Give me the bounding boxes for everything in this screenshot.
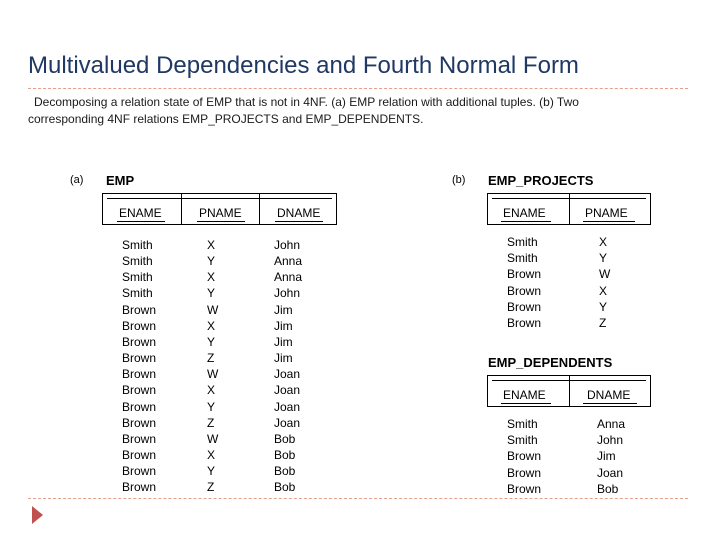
title-divider: [28, 88, 688, 89]
emp-dependents-cell: John: [597, 433, 624, 448]
emp-cell: Joan: [274, 399, 301, 414]
emp-cell: Bob: [274, 480, 296, 495]
emp-cell: John: [274, 238, 301, 252]
emp-cell: Joan: [274, 415, 301, 430]
emp-projects-cell: X: [599, 235, 608, 249]
emp-relation-name: EMP: [106, 173, 135, 188]
emp-cell: Z: [207, 351, 215, 366]
emp-cell: X: [207, 270, 216, 285]
emp-projects-cell: Smith: [507, 235, 538, 249]
emp-cell: X: [207, 447, 216, 462]
emp-projects-col-ename: ENAME: [503, 206, 546, 220]
emp-header-top-line: [107, 198, 332, 199]
emp-cell: Brown: [122, 447, 157, 462]
emp-cell: Y: [207, 254, 216, 269]
emp-col-dname: DNAME: [277, 206, 321, 220]
emp-projects-cell: X: [599, 283, 608, 298]
emp-cell: Brown: [122, 464, 157, 479]
emp-cell: Jim: [274, 318, 293, 333]
emp-dependents-cell: Brown: [507, 481, 542, 496]
footer-divider: [28, 498, 688, 499]
emp-projects-cell: Smith: [507, 251, 538, 266]
emp-cell: John: [274, 286, 301, 301]
emp-cell: Brown: [122, 334, 157, 349]
emp-cell: Brown: [122, 351, 157, 366]
emp-projects-cell: Brown: [507, 283, 542, 298]
emp-cell: Brown: [122, 415, 157, 430]
emp-dependents-header: [487, 375, 651, 407]
emp-dependents-cell: Joan: [597, 465, 624, 480]
emp-col-ename: ENAME: [119, 206, 162, 220]
emp-projects-header: [487, 193, 651, 225]
emp-cell: X: [207, 383, 216, 398]
emp-projects-cell: Z: [599, 316, 607, 330]
emp-cell: Jim: [274, 334, 293, 349]
panel-a-label: (a): [70, 174, 84, 186]
slide-title: Multivalued Dependencies and Fourth Normal Form: [28, 52, 579, 79]
emp-dependents-relation-name: EMP_DEPENDENTS: [488, 355, 613, 370]
panel-b-label: (b): [452, 174, 466, 186]
emp-cell: Y: [207, 399, 216, 414]
emp-projects-key-underline: [501, 221, 551, 222]
emp-cell: Bob: [274, 431, 296, 446]
emp-dependents-cell: Brown: [507, 465, 542, 480]
emp-cell: W: [207, 302, 219, 317]
emp-cell: Anna: [274, 270, 303, 285]
emp-dependents-cell: Anna: [597, 417, 626, 431]
emp-dependents-col-separator: [569, 376, 570, 406]
emp-cell: Y: [207, 286, 216, 301]
emp-dependents-col-dname: DNAME: [587, 388, 631, 402]
emp-projects-cell: Brown: [507, 267, 542, 282]
emp-cell: Smith: [122, 238, 153, 252]
emp-header: [102, 193, 337, 225]
emp-projects-cell: W: [599, 267, 611, 282]
emp-col-separator: [259, 194, 260, 224]
emp-cell: Y: [207, 334, 216, 349]
emp-key-underline: [197, 221, 245, 222]
emp-cell: Z: [207, 415, 215, 430]
emp-projects-relation-name: EMP_PROJECTS: [488, 173, 594, 188]
emp-cell: Brown: [122, 383, 157, 398]
emp-cell: X: [207, 318, 216, 333]
emp-cell: Jim: [274, 351, 293, 366]
emp-projects-cell: Y: [599, 299, 608, 314]
emp-projects-col-pname: PNAME: [585, 206, 628, 220]
emp-cell: W: [207, 431, 219, 446]
emp-cell: Z: [207, 480, 215, 495]
figure-caption: [28, 94, 678, 128]
emp-cell: Smith: [122, 270, 153, 285]
emp-cell: Jim: [274, 302, 293, 317]
emp-dependents-cell: Jim: [597, 449, 616, 464]
emp-projects-cell: Brown: [507, 316, 542, 330]
emp-col-separator: [181, 194, 182, 224]
caption-line-1: Decomposing a relation state of EMP that is not in 4NF. (a) EMP relation with additional tuples. (b) Two: [34, 95, 579, 109]
emp-cell: Brown: [122, 302, 157, 317]
emp-dependents-cell: Smith: [507, 433, 538, 448]
emp-projects-cell: Brown: [507, 299, 542, 314]
emp-cell: Brown: [122, 480, 157, 495]
emp-dependents-cell: Brown: [507, 449, 542, 464]
emp-dependents-key-underline: [583, 403, 637, 404]
emp-projects-cell: Y: [599, 251, 608, 266]
emp-cell: W: [207, 367, 219, 382]
emp-projects-key-underline: [583, 221, 635, 222]
emp-dependents-cell: Smith: [507, 417, 538, 431]
emp-key-underline: [117, 221, 165, 222]
emp-cell: Brown: [122, 399, 157, 414]
emp-dependents-key-underline: [501, 403, 551, 404]
emp-cell: Joan: [274, 383, 301, 398]
emp-cell: Bob: [274, 447, 296, 462]
emp-cell: Joan: [274, 367, 301, 382]
emp-key-underline: [275, 221, 323, 222]
emp-cell: Bob: [274, 464, 296, 479]
emp-cell: Y: [207, 464, 216, 479]
emp-col-pname: PNAME: [199, 206, 242, 220]
emp-cell: X: [207, 238, 216, 252]
emp-cell: Smith: [122, 254, 153, 269]
emp-dependents-cell: Bob: [597, 481, 619, 496]
emp-cell: Brown: [122, 367, 157, 382]
emp-cell: Anna: [274, 254, 303, 269]
caption-line-2: corresponding 4NF relations EMP_PROJECTS and EMP_DEPENDENTS.: [28, 112, 424, 126]
emp-dependents-col-ename: ENAME: [503, 388, 546, 402]
slide-bullet-icon: [32, 506, 43, 524]
emp-projects-col-separator: [569, 194, 570, 224]
emp-cell: Brown: [122, 431, 157, 446]
emp-cell: Smith: [122, 286, 153, 301]
emp-cell: Brown: [122, 318, 157, 333]
